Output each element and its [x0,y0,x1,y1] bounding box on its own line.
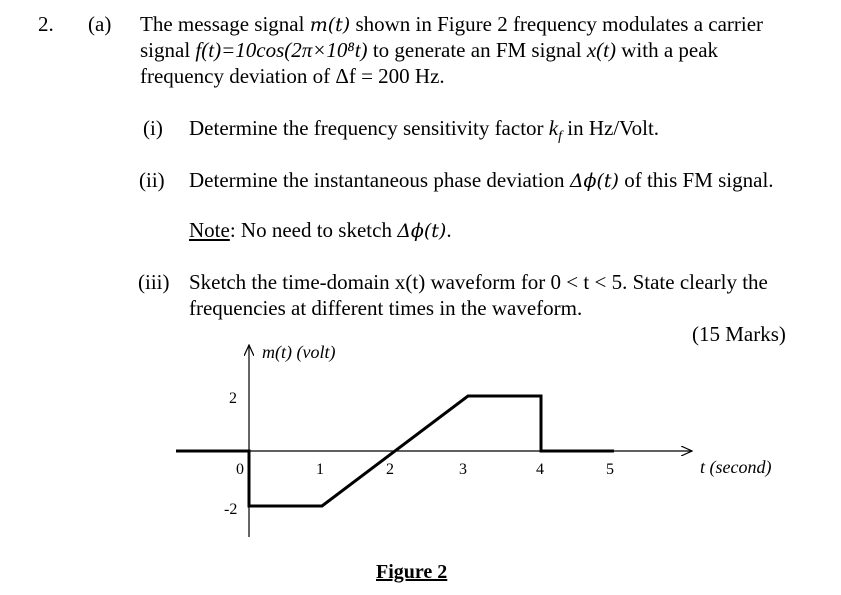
y-tick-neg2: -2 [224,501,238,518]
subpart-iii-line-1: Sketch the time-domain x(t) waveform for 0 < t < 5. State clearly the [189,270,768,294]
y-axis-label: m(t) (volt) [262,342,336,362]
figure-caption: Figure 2 [376,561,448,583]
note-end: . [446,218,452,242]
intro-text: to generate an FM signal [372,38,582,62]
subpart-ii-number: (ii) [139,168,165,192]
note-phase-symbol: Δϕ(t) [397,220,447,242]
intro-line-3: frequency deviation of Δf = 200 Hz. [140,64,445,88]
question-number: 2. [38,12,54,36]
subpart-iii-line-2: frequencies at different times in the waveform. [189,296,583,320]
x-tick-3: 3 [459,461,467,478]
message-signal-line [176,396,614,506]
x-tick-2: 2 [386,461,394,478]
x-axis-label: t (second) [700,457,772,477]
phase-deviation-symbol: Δϕ(t) [569,170,619,192]
intro-text: signal [140,38,191,62]
subpart-ii-prompt: Determine the instantaneous phase deviation [189,168,565,192]
x-tick-5: 5 [606,461,614,478]
question-part: (a) [88,12,112,36]
intro-text: shown in Figure 2 frequency modulates a carrier [355,12,764,36]
intro-text: The message signal [140,12,305,36]
y-tick-2: 2 [229,390,237,407]
message-signal-symbol: m(t) [309,14,351,36]
sensitivity-k: k [548,116,559,140]
marks-label: (15 Marks) [692,322,786,346]
x-tick-4: 4 [536,461,544,478]
x-tick-1: 1 [316,461,324,478]
subpart-i-number: (i) [143,116,163,140]
sensitivity-subscript: f [558,129,562,145]
subpart-i-tail: in Hz/Volt. [567,116,660,140]
note-text: : No need to sketch [229,218,392,242]
note-label: Note [189,218,230,242]
x-tick-0: 0 [236,461,244,478]
subpart-iii-number: (iii) [138,270,170,294]
subpart-i-prompt: Determine the frequency sensitivity factor [189,116,544,140]
fm-signal-symbol: x(t) [586,38,616,62]
intro-text: with a peak [621,38,719,62]
subpart-ii-tail: of this FM signal. [624,168,774,192]
carrier-expression: f(t)=10cos(2π×10⁸t) [195,38,368,62]
